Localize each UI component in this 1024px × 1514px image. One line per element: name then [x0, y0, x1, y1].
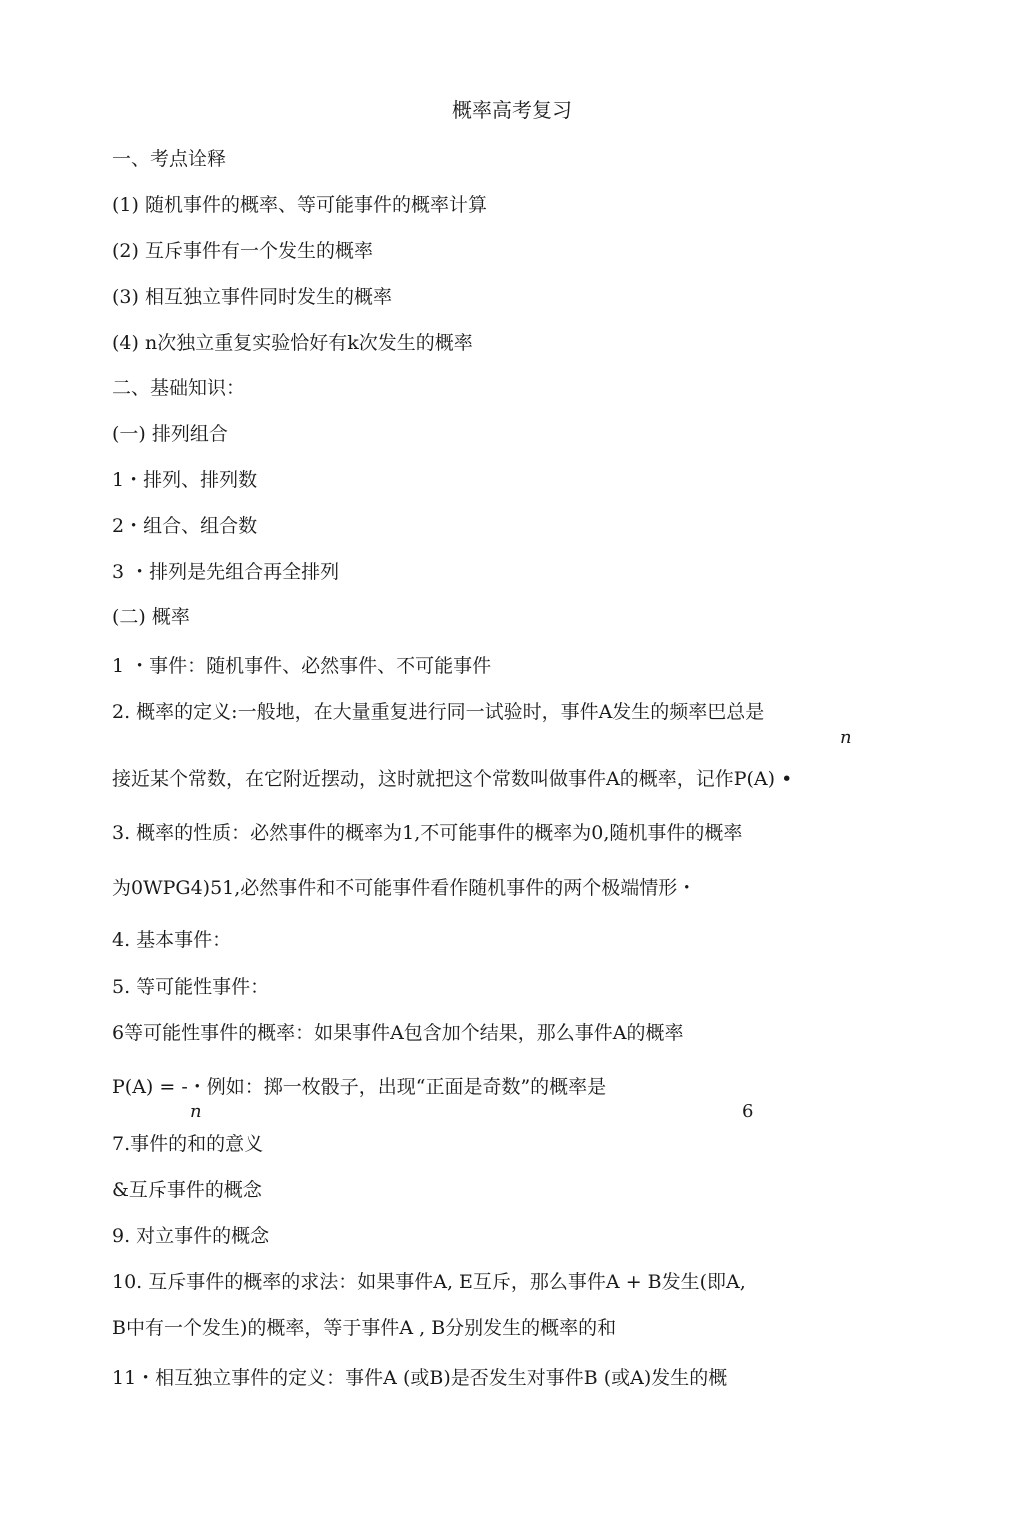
document-title: 概率高考复习 [452, 98, 572, 122]
list-item: 3 ・排列是先组合再全排列 [112, 561, 340, 583]
list-item-continuation: B中有一个发生)的概率，等于事件A , B分别发生的概率的和 [112, 1317, 617, 1339]
fraction-denominator: n [190, 1101, 202, 1122]
section-heading-basics: 二、基础知识： [112, 377, 246, 399]
subsection-probability: (二) 概率 [112, 606, 190, 628]
list-item: 2. 概率的定义:一般地，在大量重复进行同一试验时，事件A发生的频率巴总是 [112, 701, 765, 723]
list-item: 6等可能性事件的概率：如果事件A包含加个结果，那么事件A的概率 [112, 1022, 684, 1044]
list-item: 4. 基本事件： [112, 929, 232, 951]
exam-point-1: (1) 随机事件的概率、等可能事件的概率计算 [112, 194, 487, 216]
list-item: 3. 概率的性质：必然事件的概率为1,不可能事件的概率为0,随机事件的概率 [112, 822, 743, 844]
list-item-continuation: 接近某个常数，在它附近摆动，这时就把这个常数叫做事件A的概率，记作P(A) • [112, 768, 793, 790]
list-item: 1 ・事件：随机事件、必然事件、不可能事件 [112, 655, 492, 677]
list-item: 9. 对立事件的概念 [112, 1225, 270, 1247]
exam-point-3: (3) 相互独立事件同时发生的概率 [112, 286, 392, 308]
fraction-denominator: 6 [742, 1101, 754, 1122]
section-heading-exam-points: 一、考点诠释 [112, 148, 227, 170]
list-item: 5. 等可能性事件： [112, 976, 270, 998]
list-item: 11・相互独立事件的定义：事件A (或B)是否发生对事件B (或A)发生的概 [112, 1367, 728, 1389]
list-item: 7.事件的和的意义 [112, 1133, 264, 1155]
fraction-denominator: n [840, 727, 852, 748]
exam-point-4: (4) n次独立重复实验恰好有k次发生的概率 [112, 332, 473, 354]
list-item: 2・组合、组合数 [112, 515, 258, 537]
subsection-permutation: (一) 排列组合 [112, 423, 228, 445]
list-item-continuation: P(A) = -・例如：掷一枚骰子，出现“正面是奇数”的概率是 [112, 1076, 607, 1098]
exam-point-2: (2) 互斥事件有一个发生的概率 [112, 240, 373, 262]
list-item-continuation: 为0WPG4)51,必然事件和不可能事件看作随机事件的两个极端情形・ [112, 877, 697, 899]
list-item: &互斥事件的概念 [112, 1179, 262, 1201]
list-item: 10. 互斥事件的概率的求法：如果事件A, E互斥，那么事件A + B发生(即A, [112, 1271, 746, 1293]
list-item: 1・排列、排列数 [112, 469, 258, 491]
